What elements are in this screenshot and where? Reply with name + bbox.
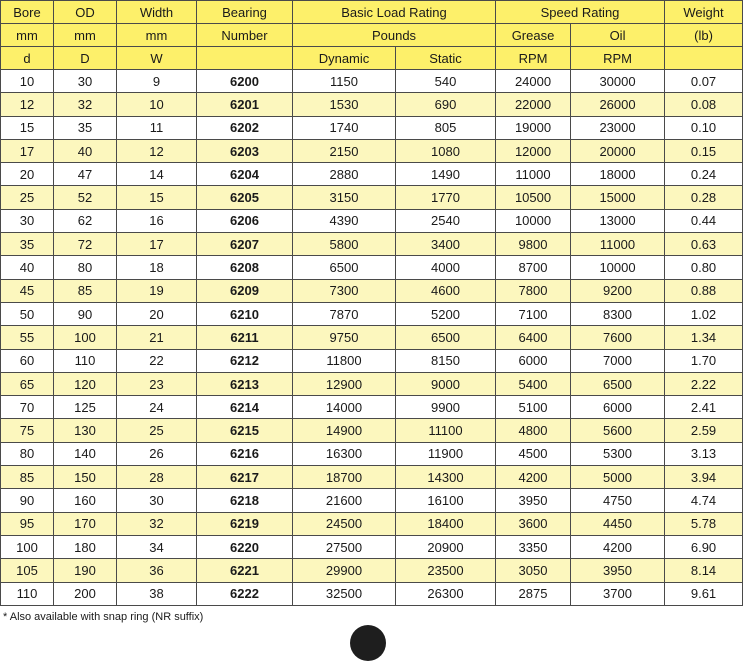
cell-dynamic-load: 11800 (293, 349, 396, 372)
cell-grease-rpm: 12000 (496, 139, 571, 162)
table-row (1, 535, 743, 558)
cell-weight: 0.63 (665, 233, 743, 256)
cell-oil-rpm: 30000 (571, 70, 665, 93)
cell-static-load: 540 (396, 70, 496, 93)
footnote: * Also available with snap ring (NR suffix) (3, 611, 204, 623)
cell-oil-rpm: 20000 (571, 139, 665, 162)
cell-od: 32 (54, 93, 117, 116)
cell-dynamic-load: 2150 (293, 139, 396, 162)
cell-oil-rpm: 23000 (571, 116, 665, 139)
table-body (1, 70, 743, 606)
cell-oil-rpm: 7600 (571, 326, 665, 349)
cell-bore: 65 (1, 372, 54, 395)
cell-static-load: 8150 (396, 349, 496, 372)
cell-dynamic-load: 16300 (293, 442, 396, 465)
cell-bore: 12 (1, 93, 54, 116)
cell-static-load: 9000 (396, 372, 496, 395)
cell-bore: 40 (1, 256, 54, 279)
cell-weight: 0.10 (665, 116, 743, 139)
cell-bearing-number: 6202 (197, 116, 293, 139)
cell-width: 25 (117, 419, 197, 442)
cell-width: 17 (117, 233, 197, 256)
table-row (1, 372, 743, 395)
table-row (1, 93, 743, 116)
cell-bearing-number: 6218 (197, 489, 293, 512)
header-od-symbol: D (54, 47, 117, 70)
cell-static-load: 4600 (396, 279, 496, 302)
cell-od: 62 (54, 209, 117, 232)
table-row (1, 489, 743, 512)
cell-od: 30 (54, 70, 117, 93)
cell-od: 160 (54, 489, 117, 512)
cell-grease-rpm: 9800 (496, 233, 571, 256)
cell-bearing-number: 6219 (197, 512, 293, 535)
cell-width: 14 (117, 163, 197, 186)
cell-static-load: 3400 (396, 233, 496, 256)
cell-od: 85 (54, 279, 117, 302)
cell-dynamic-load: 1150 (293, 70, 396, 93)
cell-width: 26 (117, 442, 197, 465)
cell-grease-rpm: 7100 (496, 302, 571, 325)
cell-static-load: 1080 (396, 139, 496, 162)
cell-weight: 0.44 (665, 209, 743, 232)
cell-weight: 6.90 (665, 535, 743, 558)
cell-od: 130 (54, 419, 117, 442)
cell-dynamic-load: 18700 (293, 466, 396, 489)
cell-bearing-number: 6221 (197, 559, 293, 582)
header-od-unit: mm (54, 24, 117, 47)
cell-od: 47 (54, 163, 117, 186)
cell-oil-rpm: 3700 (571, 582, 665, 605)
cell-weight: 2.59 (665, 419, 743, 442)
header-grease: Grease (496, 24, 571, 47)
cell-od: 90 (54, 302, 117, 325)
header-od: OD (54, 1, 117, 24)
cell-weight: 1.02 (665, 302, 743, 325)
table-row (1, 139, 743, 162)
cell-od: 125 (54, 396, 117, 419)
cell-bore: 75 (1, 419, 54, 442)
cell-bore: 55 (1, 326, 54, 349)
cell-dynamic-load: 2880 (293, 163, 396, 186)
cell-od: 100 (54, 326, 117, 349)
cell-width: 20 (117, 302, 197, 325)
cell-od: 35 (54, 116, 117, 139)
table-row (1, 279, 743, 302)
cell-weight: 3.94 (665, 466, 743, 489)
cell-static-load: 2540 (396, 209, 496, 232)
table-row (1, 302, 743, 325)
cell-grease-rpm: 4800 (496, 419, 571, 442)
cell-static-load: 11900 (396, 442, 496, 465)
logo-partial-icon (350, 625, 386, 661)
cell-dynamic-load: 7870 (293, 302, 396, 325)
header-bore: Bore (1, 1, 54, 24)
cell-width: 34 (117, 535, 197, 558)
cell-bearing-number: 6208 (197, 256, 293, 279)
cell-bearing-number: 6203 (197, 139, 293, 162)
table-row (1, 396, 743, 419)
header-width-symbol: W (117, 47, 197, 70)
cell-bore: 50 (1, 302, 54, 325)
header-speed-rating: Speed Rating (496, 1, 665, 24)
table-row (1, 116, 743, 139)
header-weight-unit: (lb) (665, 24, 743, 47)
cell-bore: 45 (1, 279, 54, 302)
cell-dynamic-load: 27500 (293, 535, 396, 558)
header-basic-load-rating: Basic Load Rating (293, 1, 496, 24)
cell-bore: 10 (1, 70, 54, 93)
cell-width: 24 (117, 396, 197, 419)
cell-grease-rpm: 10000 (496, 209, 571, 232)
cell-bore: 85 (1, 466, 54, 489)
table-row (1, 349, 743, 372)
cell-static-load: 14300 (396, 466, 496, 489)
cell-bearing-number: 6206 (197, 209, 293, 232)
cell-grease-rpm: 8700 (496, 256, 571, 279)
header-weight: Weight (665, 1, 743, 24)
table-row (1, 582, 743, 605)
cell-bore: 100 (1, 535, 54, 558)
cell-weight: 2.22 (665, 372, 743, 395)
table-row (1, 256, 743, 279)
cell-static-load: 18400 (396, 512, 496, 535)
cell-width: 9 (117, 70, 197, 93)
cell-grease-rpm: 22000 (496, 93, 571, 116)
cell-bore: 95 (1, 512, 54, 535)
cell-dynamic-load: 14000 (293, 396, 396, 419)
cell-width: 15 (117, 186, 197, 209)
cell-static-load: 805 (396, 116, 496, 139)
cell-od: 52 (54, 186, 117, 209)
cell-bore: 80 (1, 442, 54, 465)
cell-oil-rpm: 4750 (571, 489, 665, 512)
cell-weight: 8.14 (665, 559, 743, 582)
cell-width: 32 (117, 512, 197, 535)
header-width-unit: mm (117, 24, 197, 47)
cell-od: 200 (54, 582, 117, 605)
cell-bearing-number: 6205 (197, 186, 293, 209)
header-weight-blank (665, 47, 743, 70)
header-width: Width (117, 1, 197, 24)
cell-od: 140 (54, 442, 117, 465)
cell-weight: 9.61 (665, 582, 743, 605)
cell-grease-rpm: 11000 (496, 163, 571, 186)
cell-weight: 0.80 (665, 256, 743, 279)
cell-grease-rpm: 7800 (496, 279, 571, 302)
cell-width: 36 (117, 559, 197, 582)
cell-bore: 70 (1, 396, 54, 419)
cell-od: 190 (54, 559, 117, 582)
cell-oil-rpm: 8300 (571, 302, 665, 325)
table-row (1, 559, 743, 582)
cell-bearing-number: 6212 (197, 349, 293, 372)
header-static: Static (396, 47, 496, 70)
cell-dynamic-load: 5800 (293, 233, 396, 256)
cell-dynamic-load: 7300 (293, 279, 396, 302)
header-bore-unit: mm (1, 24, 54, 47)
cell-weight: 0.28 (665, 186, 743, 209)
cell-static-load: 5200 (396, 302, 496, 325)
cell-static-load: 20900 (396, 535, 496, 558)
cell-od: 120 (54, 372, 117, 395)
cell-width: 10 (117, 93, 197, 116)
cell-grease-rpm: 4500 (496, 442, 571, 465)
cell-bearing-number: 6204 (197, 163, 293, 186)
cell-grease-rpm: 5400 (496, 372, 571, 395)
cell-oil-rpm: 6000 (571, 396, 665, 419)
cell-bore: 17 (1, 139, 54, 162)
cell-static-load: 26300 (396, 582, 496, 605)
cell-od: 40 (54, 139, 117, 162)
cell-bore: 20 (1, 163, 54, 186)
cell-oil-rpm: 7000 (571, 349, 665, 372)
cell-weight: 2.41 (665, 396, 743, 419)
cell-width: 28 (117, 466, 197, 489)
cell-static-load: 16100 (396, 489, 496, 512)
cell-od: 110 (54, 349, 117, 372)
cell-oil-rpm: 5000 (571, 466, 665, 489)
header-dynamic: Dynamic (293, 47, 396, 70)
cell-oil-rpm: 4200 (571, 535, 665, 558)
cell-bore: 60 (1, 349, 54, 372)
cell-grease-rpm: 10500 (496, 186, 571, 209)
cell-width: 11 (117, 116, 197, 139)
cell-grease-rpm: 6000 (496, 349, 571, 372)
cell-grease-rpm: 19000 (496, 116, 571, 139)
cell-grease-rpm: 5100 (496, 396, 571, 419)
cell-dynamic-load: 14900 (293, 419, 396, 442)
cell-dynamic-load: 3150 (293, 186, 396, 209)
cell-dynamic-load: 1740 (293, 116, 396, 139)
cell-bearing-number: 6217 (197, 466, 293, 489)
cell-bearing-number: 6222 (197, 582, 293, 605)
header-bearing-number: Number (197, 24, 293, 47)
table-row (1, 70, 743, 93)
cell-width: 23 (117, 372, 197, 395)
cell-grease-rpm: 3950 (496, 489, 571, 512)
header-bearing: Bearing (197, 1, 293, 24)
header-bearing-blank (197, 47, 293, 70)
cell-weight: 0.24 (665, 163, 743, 186)
cell-weight: 1.34 (665, 326, 743, 349)
cell-dynamic-load: 21600 (293, 489, 396, 512)
cell-bearing-number: 6216 (197, 442, 293, 465)
table-row (1, 326, 743, 349)
header-oil-rpm: RPM (571, 47, 665, 70)
table-row (1, 163, 743, 186)
cell-weight: 4.74 (665, 489, 743, 512)
cell-bore: 15 (1, 116, 54, 139)
cell-grease-rpm: 6400 (496, 326, 571, 349)
cell-width: 18 (117, 256, 197, 279)
cell-bearing-number: 6215 (197, 419, 293, 442)
cell-bore: 90 (1, 489, 54, 512)
header-bore-symbol: d (1, 47, 54, 70)
cell-oil-rpm: 26000 (571, 93, 665, 116)
cell-bearing-number: 6207 (197, 233, 293, 256)
cell-bore: 25 (1, 186, 54, 209)
cell-dynamic-load: 1530 (293, 93, 396, 116)
cell-width: 22 (117, 349, 197, 372)
table-row (1, 512, 743, 535)
cell-bore: 105 (1, 559, 54, 582)
cell-width: 16 (117, 209, 197, 232)
cell-oil-rpm: 10000 (571, 256, 665, 279)
header-load-unit: Pounds (293, 24, 496, 47)
cell-bore: 110 (1, 582, 54, 605)
cell-oil-rpm: 15000 (571, 186, 665, 209)
table-row (1, 233, 743, 256)
cell-grease-rpm: 3350 (496, 535, 571, 558)
header-oil: Oil (571, 24, 665, 47)
cell-bearing-number: 6210 (197, 302, 293, 325)
cell-oil-rpm: 6500 (571, 372, 665, 395)
cell-static-load: 4000 (396, 256, 496, 279)
cell-bearing-number: 6209 (197, 279, 293, 302)
cell-weight: 0.08 (665, 93, 743, 116)
cell-bore: 35 (1, 233, 54, 256)
cell-dynamic-load: 6500 (293, 256, 396, 279)
cell-bearing-number: 6201 (197, 93, 293, 116)
table-row (1, 442, 743, 465)
table-row (1, 466, 743, 489)
cell-static-load: 11100 (396, 419, 496, 442)
cell-oil-rpm: 4450 (571, 512, 665, 535)
cell-weight: 5.78 (665, 512, 743, 535)
header-grease-rpm: RPM (496, 47, 571, 70)
cell-width: 30 (117, 489, 197, 512)
cell-weight: 3.13 (665, 442, 743, 465)
cell-bearing-number: 6211 (197, 326, 293, 349)
cell-dynamic-load: 12900 (293, 372, 396, 395)
cell-weight: 0.88 (665, 279, 743, 302)
cell-width: 12 (117, 139, 197, 162)
cell-oil-rpm: 13000 (571, 209, 665, 232)
cell-oil-rpm: 9200 (571, 279, 665, 302)
cell-weight: 0.15 (665, 139, 743, 162)
cell-dynamic-load: 32500 (293, 582, 396, 605)
cell-grease-rpm: 3050 (496, 559, 571, 582)
cell-oil-rpm: 18000 (571, 163, 665, 186)
cell-static-load: 1490 (396, 163, 496, 186)
cell-grease-rpm: 24000 (496, 70, 571, 93)
cell-weight: 1.70 (665, 349, 743, 372)
cell-od: 72 (54, 233, 117, 256)
cell-oil-rpm: 11000 (571, 233, 665, 256)
cell-bearing-number: 6200 (197, 70, 293, 93)
cell-static-load: 23500 (396, 559, 496, 582)
cell-oil-rpm: 5600 (571, 419, 665, 442)
cell-od: 80 (54, 256, 117, 279)
table-row (1, 209, 743, 232)
table-row (1, 186, 743, 209)
cell-od: 170 (54, 512, 117, 535)
cell-weight: 0.07 (665, 70, 743, 93)
cell-bearing-number: 6213 (197, 372, 293, 395)
cell-static-load: 9900 (396, 396, 496, 419)
cell-width: 21 (117, 326, 197, 349)
cell-grease-rpm: 4200 (496, 466, 571, 489)
cell-static-load: 6500 (396, 326, 496, 349)
cell-width: 19 (117, 279, 197, 302)
table-header (1, 1, 743, 70)
cell-od: 150 (54, 466, 117, 489)
cell-od: 180 (54, 535, 117, 558)
cell-dynamic-load: 9750 (293, 326, 396, 349)
cell-grease-rpm: 2875 (496, 582, 571, 605)
cell-static-load: 690 (396, 93, 496, 116)
cell-bore: 30 (1, 209, 54, 232)
cell-width: 38 (117, 582, 197, 605)
cell-grease-rpm: 3600 (496, 512, 571, 535)
cell-dynamic-load: 29900 (293, 559, 396, 582)
cell-static-load: 1770 (396, 186, 496, 209)
cell-oil-rpm: 3950 (571, 559, 665, 582)
table-row (1, 419, 743, 442)
cell-oil-rpm: 5300 (571, 442, 665, 465)
cell-bearing-number: 6220 (197, 535, 293, 558)
cell-dynamic-load: 24500 (293, 512, 396, 535)
cell-bearing-number: 6214 (197, 396, 293, 419)
cell-dynamic-load: 4390 (293, 209, 396, 232)
